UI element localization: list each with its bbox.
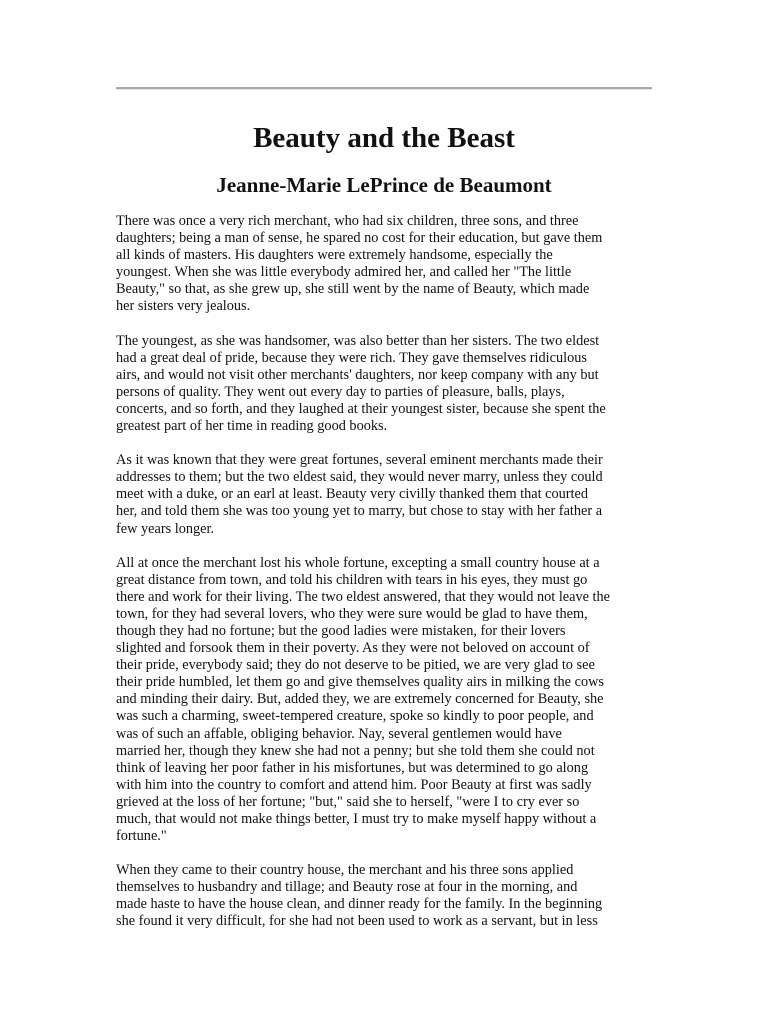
paragraph-line: slighted and forsook them in their poverty. As they were not beloved on account of: [116, 640, 590, 657]
document-title: Beauty and the Beast: [253, 122, 515, 154]
paragraph-line: daughters; being a man of sense, he spared no cost for their education, but gave them: [116, 230, 603, 247]
paragraph-line: she found it very difficult, for she had not been used to work as a servant, but in less: [116, 913, 598, 930]
paragraph-line: Beauty," so that, as she grew up, she still went by the name of Beauty, which made: [116, 281, 590, 298]
paragraph-line: greatest part of her time in reading good books.: [116, 418, 388, 435]
paragraph: [116, 213, 652, 316]
paragraph: [116, 333, 652, 436]
paragraph-line: was such a charming, sweet-tempered creature, spoke so kindly to poor people, and: [116, 708, 594, 725]
paragraph-line: meet with a duke, or an earl at least. Beauty very civilly thanked them that courted: [116, 486, 589, 503]
paragraph-line: When they came to their country house, the merchant and his three sons applied: [116, 862, 574, 879]
paragraph-line: fortune.": [116, 828, 167, 845]
paragraph: [116, 862, 652, 930]
paragraph: [116, 452, 652, 537]
paragraph-line: much, that would not make things better, I must try to make myself happy without a: [116, 811, 597, 827]
paragraph-line: though they had no fortune; but the good ladies were mistaken, for their lovers: [116, 622, 566, 639]
paragraph-line: addresses to them; but the two eldest said, they would never marry, unless they could: [116, 469, 603, 486]
paragraph-line: grieved at the loss of her fortune; "but," said she to herself, "were I to cry ever so: [116, 793, 580, 810]
paragraph-line: had a great deal of pride, because they were rich. They gave themselves ridiculous: [116, 349, 587, 366]
paragraph-line: with him into the country to comfort and attend him. Poor Beauty at first was sadly: [116, 776, 592, 793]
paragraph-line: youngest. When she was little everybody admired her, and called her "The little: [116, 264, 572, 281]
paragraph-line: great distance from town, and told his children with tears in his eyes, they must go: [116, 571, 588, 588]
paragraph-line: few years longer.: [116, 520, 215, 537]
paragraph-line: there and work for their living. The two eldest answered, that they would not leave the: [116, 588, 611, 605]
paragraph-line: All at once the merchant lost his whole fortune, excepting a small country house at a: [116, 554, 600, 571]
paragraph-line: her sisters very jealous.: [116, 298, 251, 315]
paragraph-line: themselves to husbandry and tillage; and Beauty rose at four in the morning, and: [116, 879, 578, 896]
paragraph-line: and minding their dairy. But, added they, we are extremely concerned for Beauty, she: [116, 691, 604, 708]
horizontal-rule: [116, 87, 652, 90]
paragraph-line: think of leaving her poor father in his misfortunes, but was determined to go along: [116, 759, 589, 776]
paragraph-line: The youngest, as she was handsomer, was also better than her sisters. The two eldest: [116, 332, 600, 349]
paragraph-line: concerts, and so forth, and they laughed at their youngest sister, because she spent the: [116, 400, 606, 417]
paragraph-line: their pride, everybody said; they do not deserve to be pitied, we are very glad to see: [116, 657, 595, 674]
paragraph-line: was of such an affable, obliging behavior. Nay, several gentlemen would have: [116, 725, 562, 742]
paragraph-line: all kinds of masters. His daughters were extremely handsome, especially the: [116, 247, 553, 264]
paragraph-line: town, for they had several lovers, who they were sure would be glad to have them,: [116, 605, 588, 622]
body-text: [116, 213, 652, 948]
paragraph-line: made haste to have the house clean, and dinner ready for the family. In the beginning: [116, 896, 603, 913]
paragraph-line: There was once a very rich merchant, who had six children, three sons, and three: [116, 213, 579, 229]
paragraph-line: married her, though they knew she had not a penny; but she told them she could not: [116, 742, 595, 759]
paragraph-line: persons of quality. They went out every day to parties of pleasure, balls, plays,: [116, 383, 565, 400]
document-author: Jeanne-Marie LePrince de Beaumont: [216, 173, 552, 197]
paragraph: [116, 555, 652, 846]
paragraph-line: airs, and would not visit other merchants' daughters, nor keep company with any but: [116, 366, 599, 383]
paragraph-line: her, and told them she was too young yet to marry, but chose to stay with her father a: [116, 503, 603, 520]
paragraph-line: As it was known that they were great fortunes, several eminent merchants made their: [116, 452, 603, 469]
paragraph-line: their pride humbled, let them go and give themselves quality airs in milking the cows: [116, 674, 604, 691]
